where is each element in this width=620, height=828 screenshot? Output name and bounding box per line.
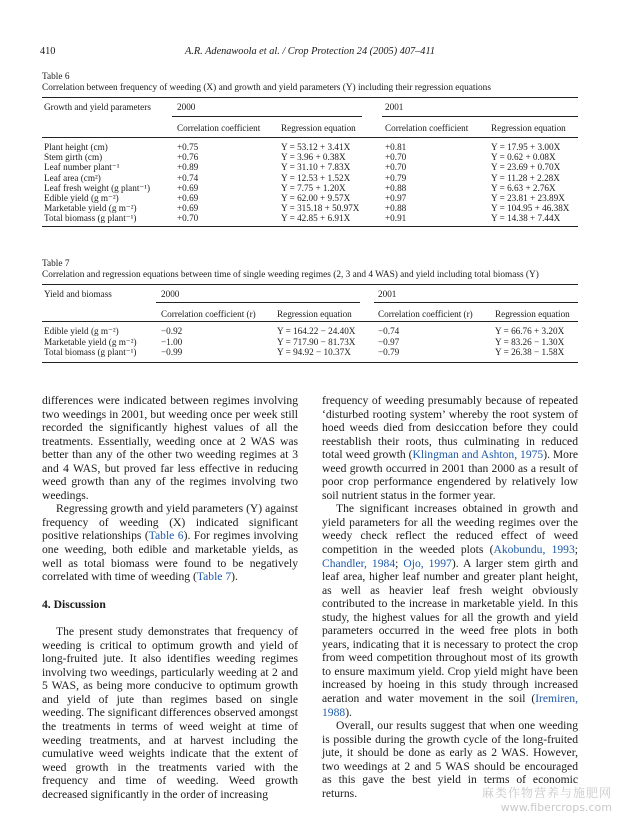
citation-link[interactable]: Ojo, 1997	[403, 556, 452, 570]
table-7-head-rule	[42, 321, 578, 322]
table-6-cell-r2: Y = 17.95 + 3.00X	[491, 142, 561, 152]
table-7-cell-c2: −0.79	[378, 347, 400, 358]
running-head: A.R. Adenawoola et al. / Crop Protection 24 (2005) 407–411	[185, 46, 435, 57]
paragraph: The present study demonstrates that frequency of weeding is critical to optimum growth and yield of long-fruited jute. It also identifies weeding regimes involving two weedings, particularly weeding at 2 and 5 WAS, as being more conducive to optimum growth and yield of jute than regimes based on single weeding. The significant differences observed amongst the treatments in terms of weed weight at time of weeding treatments, and at harvest including the cumulative weed weights indicate that the extent of weed growth in the treatments varied with the frequency and time of weeding. Weed growth decreased significantly in the order of increasing	[42, 625, 298, 801]
table-6-top-rule	[42, 97, 578, 98]
table-6-cell-r2: Y = 104.95 + 46.38X	[491, 203, 570, 214]
table-6-year-2001: 2001	[385, 102, 404, 112]
table-6-cell-r2: Y = 23.81 + 23.89X	[491, 193, 565, 203]
table-6-sub-corr-2001: Correlation coefficient	[385, 123, 469, 133]
right-text-column	[322, 394, 578, 800]
table-6-cell-param: Total biomass (g plant⁻¹)	[44, 213, 137, 224]
table-7-cell-param: Edible yield (g m⁻²)	[44, 326, 119, 336]
left-text-column	[42, 394, 298, 801]
table-6-cell-param: Leaf number plant⁻¹	[44, 162, 120, 173]
table-6-cell-c2: +0.70	[385, 162, 407, 173]
table-6-span-rule-2000	[172, 116, 362, 117]
table-7-cell-r1: Y = 717.90 − 81.73X	[277, 336, 356, 347]
table-7-label: Table 7	[42, 259, 70, 269]
table-7-link[interactable]: Table 7	[196, 570, 232, 584]
paragraph	[322, 502, 578, 719]
table-6-cell-c1: +0.69	[177, 193, 199, 203]
table-7-cell-param: Marketable yield (g m⁻²)	[44, 336, 137, 347]
table-7-year-2000: 2000	[161, 289, 180, 299]
table-6-cell-c2: +0.91	[385, 213, 407, 224]
table-6-cell-c1: +0.69	[177, 203, 199, 214]
citation-link[interactable]: Chandler, 1984	[322, 556, 396, 570]
text-run: ). More weed growth occurred in 2001 than 2000 as a result of poor crop performance engendered by relatively low soil nutrient status in the former year.	[322, 448, 578, 502]
table-6-cell-param: Marketable yield (g m⁻²)	[44, 203, 137, 214]
table-6-cell-r1: Y = 42.85 + 6.91X	[281, 213, 351, 224]
table-6-cell-c2: +0.97	[385, 193, 407, 203]
text-run: ;	[395, 556, 404, 570]
table-7-bottom-rule	[42, 362, 578, 363]
table-6-span-rule-2001	[382, 116, 578, 117]
table-7-cell-r2: Y = 26.38 − 1.58X	[495, 347, 565, 358]
table-6-sub-corr-2000: Correlation coefficient	[177, 123, 261, 133]
table-7-cell-r1: Y = 164.22 − 24.40X	[277, 326, 356, 336]
table-6-cell-r2: Y = 0.62 + 0.08X	[491, 152, 556, 163]
table-7-cell-c1: −1.00	[161, 336, 183, 347]
text-run: ).	[345, 705, 352, 719]
text-run: ). A larger stem girth and leaf area, higher leaf number and greater plant height, as well as heavier leaf fresh weight obviously contributed to the increase in marketable yield. In this study, the highest values for all the growth and yield parameters occurred in the weed free plots in both years, indicating that it is necessary to protect the crop from weed competition throughout most of its growth to ensure maximum yield. Crop yield might have been increased by hoeing in this study through increased aeration and water movement in the soil (	[322, 556, 579, 706]
paragraph	[322, 394, 578, 502]
table-7-cell-c1: −0.99	[161, 347, 183, 358]
paragraph: Overall, our results suggest that when one weeding is possible during the growth cycle of the long-fruited jute, it should be done as early as 2 WAS. However, two weedings at 2 and 5 WAS should be encouraged as this gave the best yield in terms of economic returns.	[322, 719, 578, 800]
table-6-cell-r2: Y = 14.38 + 7.44X	[491, 213, 561, 224]
table-7-span-rule-2001	[374, 302, 578, 303]
text-run: frequency of weeding presumably because of repeated ‘disturbed rooting system’ whereby the root system of hoed weeds died from desiccation before they could reestablish their roots, thus culminating in reduced total weed growth (	[322, 394, 578, 462]
table-6-cell-c2: +0.79	[385, 172, 407, 183]
site-watermark	[482, 784, 612, 814]
table-6-cell-c1: +0.75	[177, 142, 199, 152]
text-run: Regressing growth and yield parameters (Y) against frequency of weeding (X) indicated significant positive relationships (	[42, 502, 298, 543]
citation-link[interactable]: Akobundu, 1993	[493, 543, 575, 557]
table-6-label: Table 6	[42, 72, 70, 82]
table-6-caption: Correlation between frequency of weeding (X) and growth and yield parameters (Y) including their regression equations	[42, 83, 491, 93]
table-7-cell-param: Total biomass (g plant⁻¹)	[44, 347, 137, 358]
table-7-col-param: Yield and biomass	[44, 289, 112, 299]
table-6-year-2000: 2000	[177, 102, 196, 112]
table-6-cell-param: Stem girth (cm)	[44, 152, 103, 163]
table-7-span-rule-2000	[156, 302, 360, 303]
table-6-cell-param: Plant height (cm)	[44, 142, 108, 152]
table-6-cell-r1: Y = 7.75 + 1.20X	[281, 182, 346, 193]
table-7-cell-r1: Y = 94.92 − 10.37X	[277, 347, 351, 358]
table-6-cell-c2: +0.88	[385, 203, 407, 214]
table-6-cell-r2: Y = 23.69 + 0.70X	[491, 162, 561, 173]
page-number: 410	[40, 46, 56, 57]
spacer	[42, 584, 298, 598]
text-run: ).	[231, 570, 238, 584]
table-6-cell-r1: Y = 12.53 + 1.52X	[281, 172, 351, 183]
section-heading: 4. Discussion	[42, 597, 106, 611]
table-6-sub-reg-2000: Regression equation	[281, 123, 356, 133]
table-6-cell-r1: Y = 3.96 + 0.38X	[281, 152, 346, 163]
table-7-cell-c2: −0.74	[378, 326, 400, 336]
text-run: The significant increases obtained in growth and yield parameters for all the weeding regimes over the weedy check reflect the reduced effect of weed competition in the weeded plots (	[322, 502, 578, 557]
spacer	[42, 611, 298, 625]
table-6-cell-r1: Y = 53.12 + 3.41X	[281, 142, 351, 152]
citation-link[interactable]: Iremiren, 1988	[322, 692, 578, 719]
table-6-cell-c2: +0.88	[385, 182, 407, 193]
table-6-head-rule	[42, 137, 578, 138]
table-6-cell-r1: Y = 31.10 + 7.83X	[281, 162, 351, 173]
table-6-cell-r1: Y = 315.18 + 50.97X	[281, 203, 360, 214]
table-7-top-rule	[42, 284, 578, 285]
table-6-cell-r2: Y = 6.63 + 2.76X	[491, 182, 556, 193]
text-run: ;	[574, 543, 578, 557]
table-6-cell-c1: +0.70	[177, 213, 199, 224]
paragraph	[42, 502, 298, 583]
table-6-cell-c2: +0.70	[385, 152, 407, 163]
table-6-cell-c1: +0.76	[177, 152, 199, 163]
table-7-sub-reg-2001: Regression equation	[495, 309, 570, 319]
table-6-cell-r2: Y = 11.28 + 2.28X	[491, 172, 560, 183]
table-6-cell-c1: +0.89	[177, 162, 199, 173]
table-6-sub-reg-2001: Regression equation	[491, 123, 566, 133]
table-6-cell-param: Leaf fresh weight (g plant⁻¹)	[44, 182, 151, 193]
table-6-cell-param: Leaf area (cm²)	[44, 172, 101, 183]
table-7-caption: Correlation and regression equations between time of single weeding regimes (2, 3 and 4 WAS) and yield including total biomass (Y)	[42, 270, 539, 280]
citation-link[interactable]: Klingman and Ashton, 1975	[412, 448, 544, 462]
table-7-year-2001: 2001	[378, 289, 397, 299]
table-6-bottom-rule	[42, 226, 578, 227]
table-7-cell-c1: −0.92	[161, 326, 183, 336]
table-6-link[interactable]: Table 6	[148, 529, 184, 543]
text-run: ). For regimes involving one weeding, both edible and marketable yields, as well as total biomass were found to be negatively correlated with time of weeding (	[42, 529, 298, 584]
table-6-col-param: Growth and yield parameters	[44, 102, 151, 112]
table-6-cell-c1: +0.69	[177, 182, 199, 193]
table-6-cell-c1: +0.74	[177, 172, 199, 183]
paragraph: differences were indicated between regimes involving two weedings in 2001, but weeding once per week still recorded the significantly highest values of all the treatments. Essentially, weeding once at 2 WAS was better than any of the other two weeding regimes at 3 and 4 WAS, but proved far less effective in reducing weed growth than any of the regimes involving two weedings.	[42, 394, 298, 502]
table-7-sub-corr-2001: Correlation coefficient (r)	[378, 309, 473, 319]
table-7-cell-r2: Y = 66.76 + 3.20X	[495, 326, 565, 336]
table-7-cell-r2: Y = 83.26 − 1.30X	[495, 336, 565, 347]
table-7-sub-reg-2000: Regression equation	[277, 309, 352, 319]
table-6-cell-param: Edible yield (g m⁻²)	[44, 193, 119, 203]
watermark-title: 麻类作物营养与施肥网	[481, 786, 612, 800]
table-7-cell-c2: −0.97	[378, 336, 400, 347]
table-6-cell-r1: Y = 62.00 + 9.57X	[281, 193, 351, 203]
watermark-url: www.fibercrops.com	[500, 801, 612, 814]
table-7-sub-corr-2000: Correlation coefficient (r)	[161, 309, 256, 319]
table-6-cell-c2: +0.81	[385, 142, 407, 152]
